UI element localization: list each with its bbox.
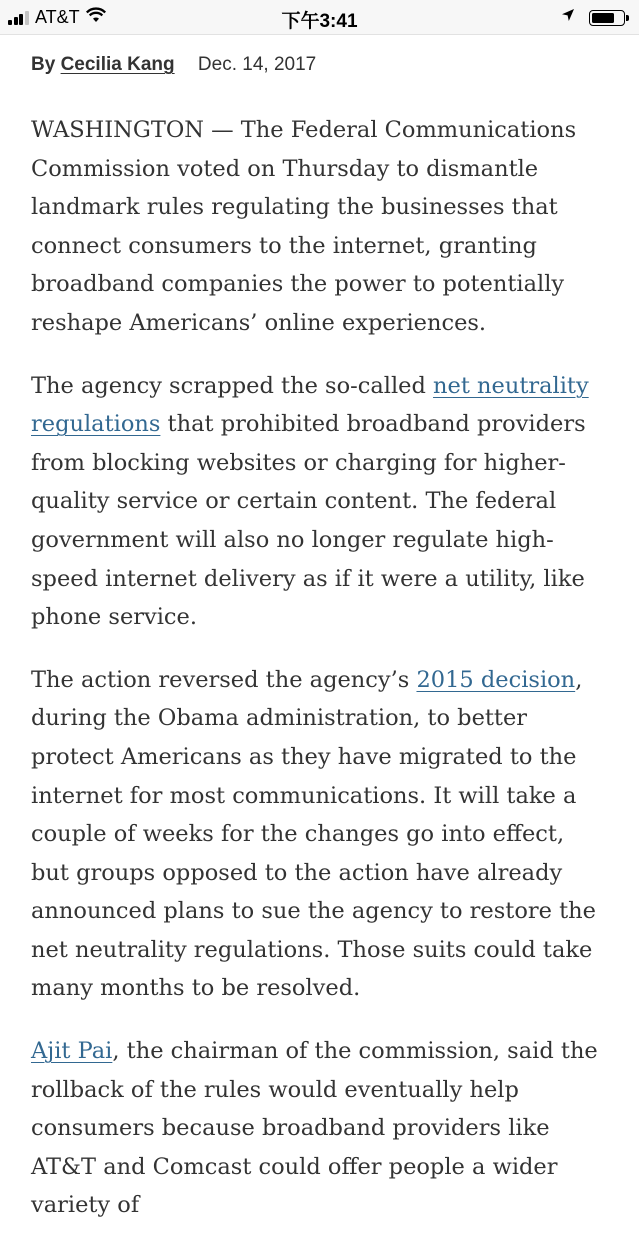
battery-level [592, 13, 614, 23]
ajit-pai-link[interactable]: Ajit Pai [31, 1038, 113, 1065]
paragraph-1-text: WASHINGTON — The Federal Communications Commission voted on Thursday to dismantle landmark rules regulating the businesses that connect consumers to the internet, granting broadband companies the power to potentially reshape Americans’ online experiences. [31, 117, 577, 336]
2015-decision-link[interactable]: 2015 decision [416, 666, 576, 693]
article-body [31, 111, 609, 1249]
paragraph-2-after: that prohibited broadband providers from blocking websites or charging for higher-quality service or certain content. The federal government will also no longer regulate high-speed internet delivery as if it were a utility, like phone service. [31, 411, 586, 631]
battery-cap [626, 15, 629, 21]
paragraph-4-after: , the chairman of the commission, said the rollback of the rules would eventually help consumers because broadband providers like AT&T and Comcast could offer people a wider variety of [31, 1038, 598, 1219]
location-arrow-icon [561, 8, 575, 27]
paragraph-3 [31, 661, 609, 1008]
battery-icon [589, 10, 625, 26]
status-time: 下午3:41 [281, 11, 358, 32]
status-right [561, 8, 630, 27]
paragraph-2-before: The agency scrapped the so-called [31, 372, 434, 399]
status-bar [0, 0, 639, 35]
carrier-name: AT&T [35, 7, 80, 27]
paragraph-4 [31, 1032, 609, 1225]
paragraph-3-before: The action reversed the agency’s [31, 666, 417, 693]
publish-date: Dec. 14, 2017 [197, 54, 317, 75]
byline-prefix: By [31, 54, 56, 75]
paragraph-3-after: , during the Obama administration, to better protect Americans as they have migrated to the internet for most communications. It will take a couple of weeks for the changes go into effect, but groups opposed to the action have already announced plans to sue the agency to restore the net neutrality regulations. Those suits could take many months to be resolved. [31, 666, 596, 1002]
author-link[interactable]: Cecilia Kang [60, 54, 175, 75]
byline [31, 53, 316, 77]
paragraph-2 [31, 367, 609, 637]
net-neutrality-link[interactable]: net neutrality regulations [31, 372, 589, 438]
paragraph-1 [31, 111, 609, 343]
